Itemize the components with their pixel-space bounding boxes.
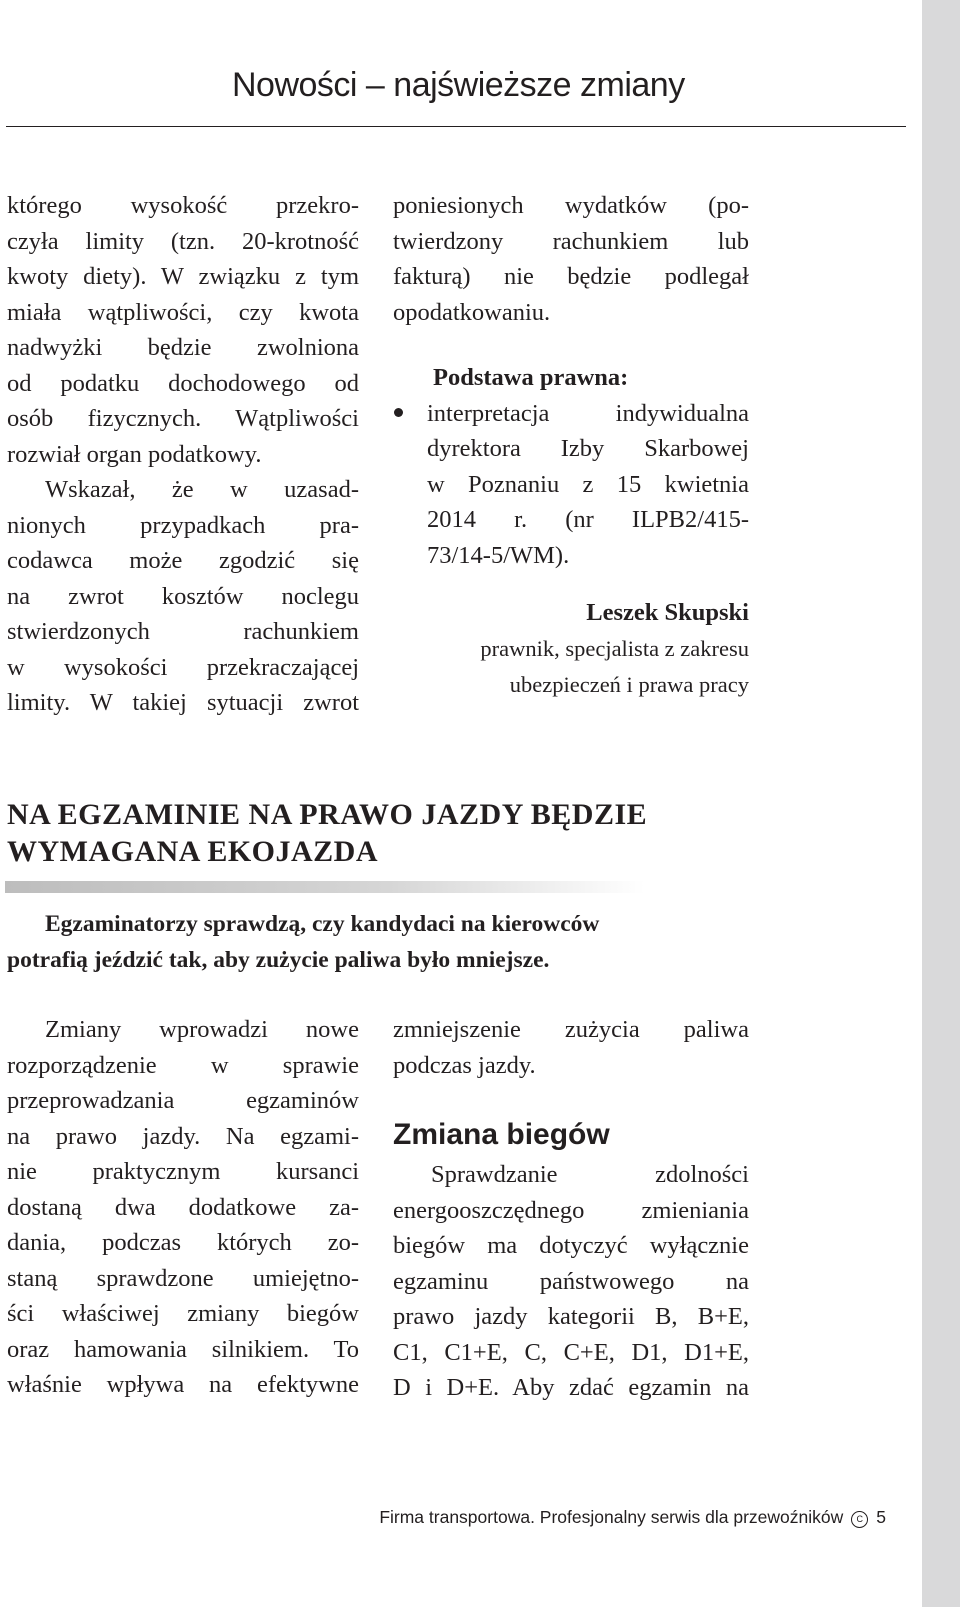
text-line: 2014 r. (nr ILPB2/415-: [427, 506, 749, 533]
article2-paragraph-2: [393, 1012, 749, 1083]
section-subheading: Zmiana biegów: [393, 1118, 610, 1151]
text-line: miała wątpliwości, czy kwota: [7, 298, 359, 326]
text-line: podczas jazdy.: [393, 1051, 536, 1079]
article1-paragraph-2: [7, 472, 359, 721]
text-line: nie praktycznym kursanci: [7, 1158, 359, 1185]
text-line: właśnie wpływa na efektywne: [7, 1371, 359, 1398]
text-line: prawo jazdy kategorii B, B+E,: [393, 1303, 749, 1330]
text-line: kwoty diety). W związku z tym: [7, 263, 359, 290]
title-line: NA EGZAMINIE NA PRAWO JAZDY BĘDZIE: [7, 798, 648, 831]
text-line: zmniejszenie zużycia paliwa: [393, 1016, 749, 1043]
article2-column-2: [393, 1012, 749, 1406]
text-line: na prawo jazdy. Na egzami-: [7, 1122, 359, 1150]
text-line: od podatku dochodowego od: [7, 369, 359, 397]
text-line: staną sprawdzone umiejętno-: [7, 1264, 359, 1292]
bullet-icon: [394, 408, 403, 417]
text-line: codawca może zgodzić się: [7, 547, 359, 574]
publication-title: Firma transportowa. Profesjonalny serwis dla przewoźników: [379, 1507, 844, 1527]
text-line: fakturą) nie będzie podlegał: [393, 263, 749, 290]
text-line: energooszczędnego zmieniania: [393, 1196, 749, 1224]
author-role-line: ubezpieczeń i prawa pracy: [509, 671, 749, 697]
header-rule: [6, 126, 906, 127]
author-role-line: prawnik, specjalista z zakresu: [480, 635, 749, 661]
article2-paragraph-1: [7, 1012, 359, 1403]
text-line: Sprawdzanie zdolności: [431, 1161, 749, 1188]
text-line: przeprowadzania egzaminów: [7, 1087, 359, 1114]
text-line: w Poznaniu z 15 kwietnia: [427, 470, 749, 498]
author-name: Leszek Skupski: [586, 599, 749, 626]
text-line: dania, podczas których zo-: [7, 1229, 359, 1256]
text-line: oraz hamowania silnikiem. To: [7, 1335, 359, 1363]
text-line: Zmiany wprowadzi nowe: [45, 1016, 359, 1043]
article-title: [7, 796, 887, 870]
text-line: rozporządzenie w sprawie: [7, 1051, 359, 1079]
text-line: nadwyżki będzie zwolniona: [7, 334, 359, 361]
page-footer: [379, 1507, 886, 1528]
text-line: egzaminu państwowego na: [393, 1267, 749, 1295]
text-line: opodatkowaniu.: [393, 298, 551, 326]
article1-column-1: [7, 188, 359, 721]
article1-paragraph-1: [7, 188, 359, 472]
text-line: którego wysokość przekro-: [7, 192, 359, 219]
article2-column-1: [7, 1012, 359, 1403]
text-line: na zwrot kosztów noclegu: [7, 582, 359, 610]
text-line: rozwiał organ podatkowy.: [7, 440, 262, 468]
page-number: 5: [876, 1507, 886, 1527]
legal-basis-list: [393, 396, 749, 574]
text-line: C1, C1+E, C, C+E, D1, D1+E,: [393, 1338, 749, 1366]
title-line: WYMAGANA EKOJAZDA: [7, 835, 379, 868]
text-line: D i D+E. Aby zdać egzamin na: [393, 1374, 749, 1401]
copyright-icon: C: [851, 1511, 868, 1528]
article-lead: [7, 906, 750, 978]
text-line: w wysokości przekraczającej: [7, 653, 359, 681]
page-side-strip: [922, 0, 960, 1607]
text-line: twierdzony rachunkiem lub: [393, 227, 749, 255]
text-line: osób fizycznych. Wątpliwości: [7, 405, 359, 432]
text-line: interpretacja indywidualna: [427, 399, 749, 427]
text-line: dyrektora Izby Skarbowej: [427, 435, 749, 462]
lead-line: Egzaminatorzy sprawdzą, czy kandydaci na kierowców: [45, 911, 600, 937]
text-line: 73/14-5/WM).: [427, 541, 570, 569]
text-line: limity. W takiej sytuacji zwrot: [7, 689, 359, 716]
article1-column-2: [393, 188, 749, 703]
title-underline-bar: [5, 881, 645, 893]
article2-paragraph-3: [393, 1157, 749, 1406]
text-line: biegów ma dotyczyć wyłącznie: [393, 1232, 749, 1259]
text-line: dostaną dwa dodatkowe za-: [7, 1193, 359, 1221]
author-signature: [393, 595, 749, 703]
text-line: poniesionych wydatków (po-: [393, 192, 749, 219]
lead-line: potrafią jeździć tak, aby zużycie paliwa było mniejsze.: [7, 947, 550, 973]
text-line: ści właściwej zmiany biegów: [7, 1300, 359, 1327]
article1-paragraph-3: [393, 188, 749, 330]
legal-basis-heading: Podstawa prawna:: [433, 364, 629, 391]
text-line: czyła limity (tzn. 20-krotność: [7, 227, 359, 255]
list-item: [393, 396, 749, 574]
text-line: nionych przypadkach pra-: [7, 511, 359, 539]
text-line: stwierdzonych rachunkiem: [7, 618, 359, 645]
text-line: Wskazał, że w uzasad-: [45, 476, 359, 503]
running-header: Nowości – najświeższe zmiany: [232, 66, 685, 104]
